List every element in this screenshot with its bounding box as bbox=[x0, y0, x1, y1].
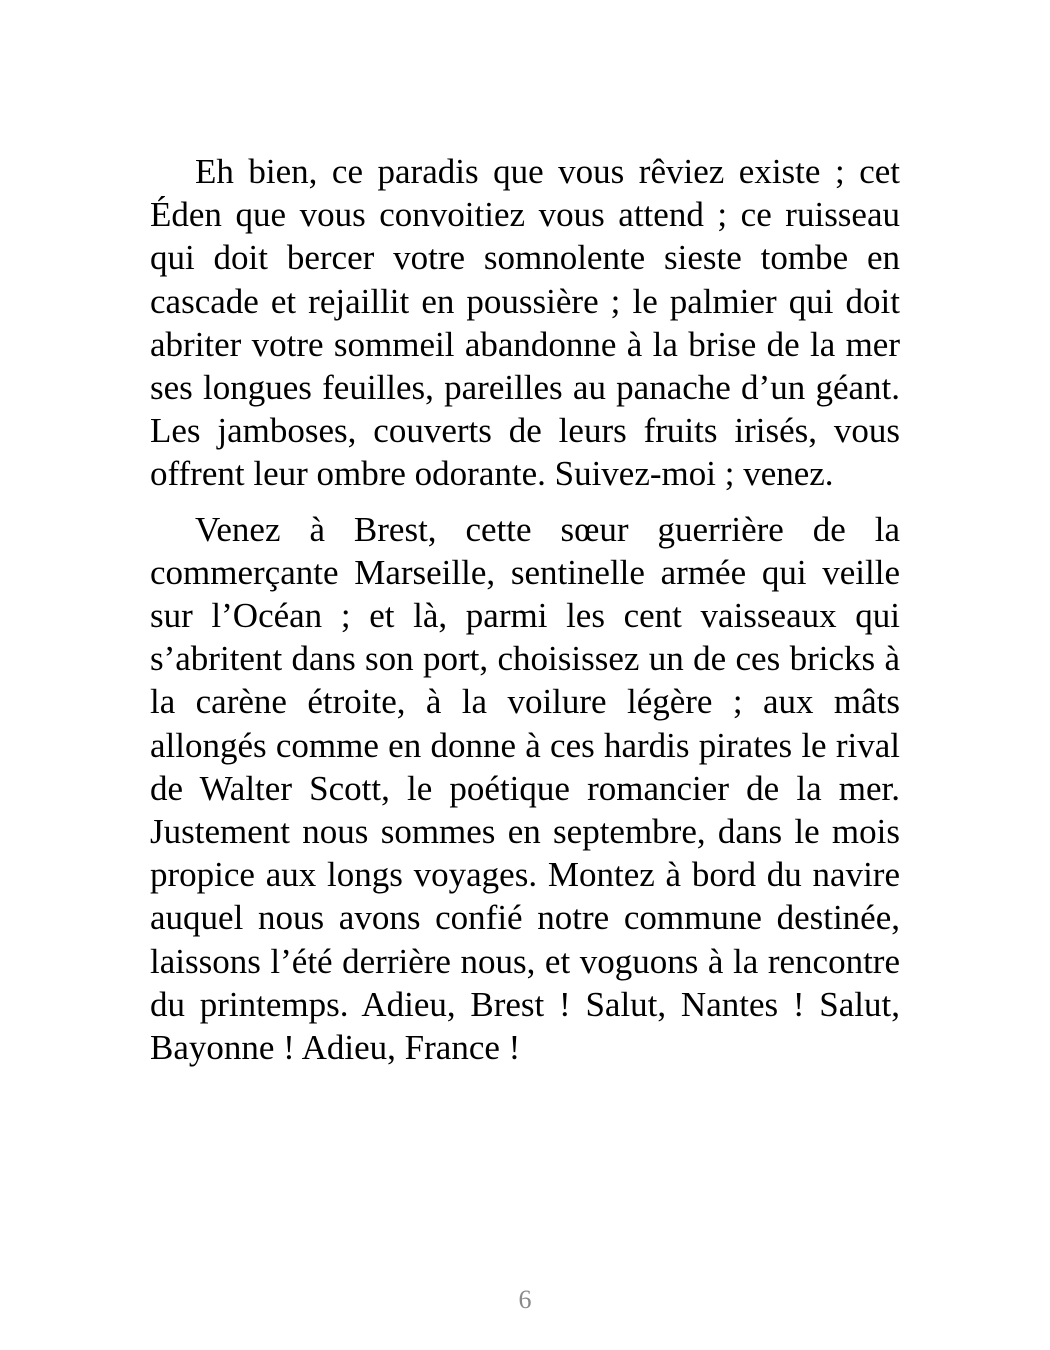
page-number: 6 bbox=[518, 1285, 532, 1314]
paragraph-1: Eh bien, ce paradis que vous rêviez existe ; cet Éden que vous convoitiez vous attend ; ce ruisseau qui doit bercer votre somnolente sieste tombe en cascade et rejaillit en poussière ; le palmier qui doit abriter votre sommeil abandonne à la brise de la mer ses longues feuilles, pareilles au panache d’un géant. Les jamboses, couverts de leurs fruits irisés, vous offrent leur ombre odorante. Suivez-moi ; venez. bbox=[150, 152, 900, 494]
paragraph-2: Venez à Brest, cette sœur guerrière de la commerçante Marseille, sentinelle armée qui veille sur l’Océan ; et là, parmi les cent vaisseaux qui s’abritent dans son port, choisissez un de ces bricks à la carène étroite, à la voilure légère ; aux mâts allongés comme en donne à ces hardis pirates le rival de Walter Scott, le poétique romancier de la mer. Justement nous sommes en septembre, dans le mois propice aux longs voyages. Montez à bord du navire auquel nous avons confié notre commune destinée, laissons l’été derrière nous, et voguons à la rencontre du printemps. Adieu, Brest ! Salut, Nantes ! Salut, Bayonne ! Adieu, France ! bbox=[150, 509, 900, 1068]
page-body bbox=[150, 150, 900, 1069]
